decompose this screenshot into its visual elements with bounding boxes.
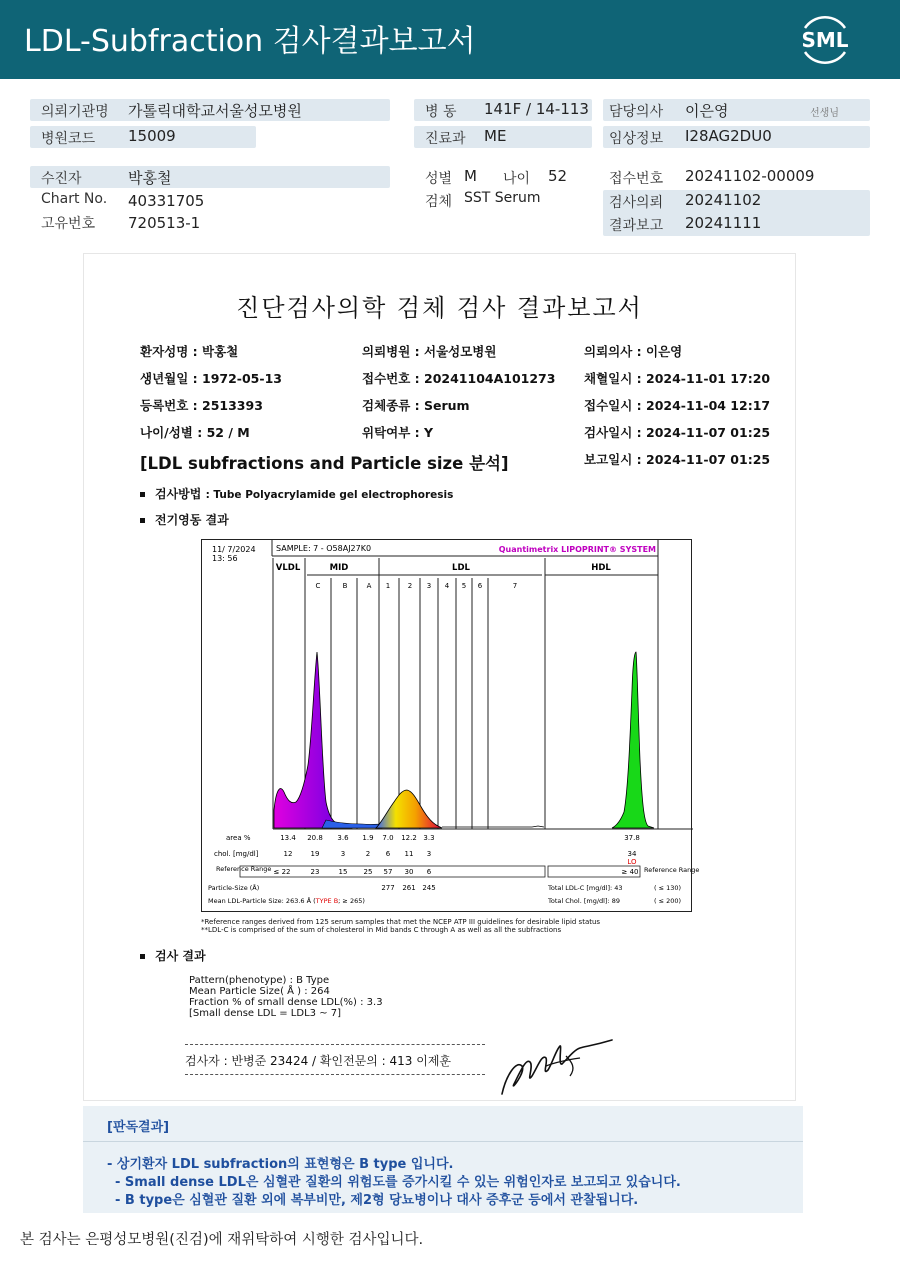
group-label-mid: MID — [329, 563, 349, 573]
chart-sample: SAMPLE: 7 - O58AJ27K0 — [276, 544, 372, 553]
report-field: 접수일시 : 2024-11-04 12:17 — [584, 398, 771, 413]
ldl-peak — [376, 790, 442, 828]
mid-ldl-peak — [322, 820, 382, 828]
ref-value: 6 — [426, 868, 432, 876]
specimen-label: 검체 — [425, 194, 453, 210]
ref-value: 25 — [363, 868, 373, 876]
chol-value: 3 — [340, 850, 346, 858]
mean-end: ; ≥ 265) — [338, 897, 365, 905]
chart-no-label: Chart No. — [41, 191, 108, 207]
page-title: LDL-Subfraction 검사결과보고서 — [24, 24, 476, 59]
receipt-value: 20241102-00009 — [685, 167, 815, 185]
report-field: 검사일시 : 2024-11-07 01:25 — [584, 425, 771, 440]
report-subtitle: [LDL subfractions and Particle size 분석] — [140, 454, 509, 473]
bullet-icon — [140, 954, 145, 959]
band-label: 2 — [407, 582, 413, 590]
band-label: 7 — [512, 582, 518, 590]
bullet-icon — [140, 492, 145, 497]
report-field: 채혈일시 : 2024-11-01 17:20 — [584, 371, 771, 386]
chol-value: 34 — [627, 850, 637, 858]
ref-values — [274, 868, 639, 876]
ref-value: 15 — [338, 868, 348, 876]
ref-value: 23 — [310, 868, 320, 876]
particle-value: 261 — [402, 884, 416, 892]
footnote-2: **LDL-C is comprised of the sum of cholesterol in Mid bands C through A as well as all the subfractions — [201, 926, 562, 934]
result-item: Fraction % of small dense LDL(%) : 3.3 — [189, 997, 383, 1008]
judgement-title: [판독결과] — [107, 1120, 170, 1135]
report-field: 검체종류 : Serum — [362, 398, 470, 413]
area-value: 12.2 — [401, 834, 417, 842]
report-field: 환자성명 : 박홍철 — [140, 344, 239, 359]
mean-type: TYPE B — [315, 897, 339, 905]
method-value: : Tube Polyacrylamide gel electrophoresis — [205, 489, 454, 501]
hospital-code-value: 15009 — [128, 127, 176, 145]
particle-label: Particle-Size (Å) — [208, 884, 260, 892]
band-label: A — [366, 582, 372, 590]
chart-no-value: 40331705 — [128, 192, 205, 210]
chol-values — [284, 850, 637, 858]
electro-line — [140, 511, 229, 528]
chart-brand: Quantimetrix LIPOPRINT® SYSTEM — [498, 545, 656, 554]
mean-particle — [208, 896, 365, 905]
report-field: 의뢰병원 : 서울성모병원 — [362, 344, 497, 359]
ref-value: ≥ 40 — [621, 868, 639, 876]
judgement-header — [83, 1106, 803, 1142]
doctor-label: 담당의사 — [609, 104, 664, 120]
request-label: 검사의뢰 — [609, 195, 664, 211]
result-line — [140, 947, 206, 964]
footer-note: 본 검사는 은평성모병원(진검)에 재위탁하여 시행한 검사입니다. — [20, 1232, 424, 1248]
judgement-line: - Small dense LDL은 심혈관 질환의 위험도를 증가시킬 수 있는 위험인자로 보고되고 있습니다. — [115, 1175, 681, 1190]
total-ldl-ref: ( ≤ 130) — [654, 884, 682, 892]
row-ref-label-text: Reference Range — [216, 865, 272, 873]
chart-footnotes — [201, 918, 600, 934]
row-chol-label: chol. [mg/dl] — [214, 850, 259, 858]
institution-label: 의뢰기관명 — [41, 104, 109, 120]
area-value: 3.6 — [337, 834, 349, 842]
area-value: 37.8 — [624, 834, 640, 842]
judgement-line: - 상기환자 LDL subfraction의 표현형은 B type 입니다. — [107, 1157, 454, 1172]
ward-label: 병 동 — [425, 104, 457, 120]
chol-value: 3 — [426, 850, 432, 858]
band-label: 4 — [444, 582, 450, 590]
band-label: 3 — [426, 582, 432, 590]
electrophoresis-svg — [202, 540, 700, 913]
report-field: 등록번호 : 2513393 — [140, 398, 263, 413]
band-label: 5 — [461, 582, 467, 590]
ref-right-label: Reference Range — [644, 866, 700, 874]
clinical-label: 임상정보 — [609, 131, 664, 147]
judgement-line: - B type은 심혈관 질환 외에 복부비만, 제2형 당뇨병이나 대사 증후군 등에서 관찰됩니다. — [115, 1193, 639, 1208]
doctor-value: 이은영 — [685, 102, 729, 120]
vldl-mid-peak — [274, 652, 352, 828]
electro-label: 전기영동 결과 — [155, 513, 229, 527]
unique-label: 고유번호 — [41, 216, 96, 232]
band-label: B — [342, 582, 348, 590]
area-value: 20.8 — [307, 834, 323, 842]
total-ldl: Total LDL-C [mg/dl]: 43 — [548, 884, 623, 892]
group-label-hdl: HDL — [591, 563, 611, 573]
signature-image — [496, 1036, 616, 1098]
institution-value: 가톨릭대학교서울성모병원 — [128, 102, 302, 120]
patient-label: 수진자 — [41, 171, 82, 187]
footnote-1: *Reference ranges derived from 125 serum samples that met the NCEP ATP III guidelines for desirable lipid status — [201, 918, 601, 926]
report-date-value: 20241111 — [685, 214, 762, 232]
result-label: 검사 결과 — [155, 949, 206, 963]
area-values — [280, 834, 640, 842]
group-label-ldl: LDL — [452, 563, 470, 573]
hospital-code-label: 병원코드 — [41, 131, 96, 147]
clinical-value: I28AG2DU0 — [685, 127, 772, 145]
chol-value: 2 — [365, 850, 371, 858]
chol-value: 6 — [385, 850, 391, 858]
ref-value: ≤ 22 — [273, 868, 291, 876]
age-value: 52 — [548, 167, 568, 185]
ref-value: 30 — [404, 868, 414, 876]
method-line — [140, 485, 453, 502]
report-field: 접수번호 : 20241104A101273 — [362, 371, 556, 386]
specimen-value: SST Serum — [464, 190, 541, 206]
particle-value: 245 — [422, 884, 436, 892]
ref-value: 57 — [383, 868, 393, 876]
chol-value: 19 — [310, 850, 320, 858]
area-value: 7.0 — [382, 834, 394, 842]
sml-logo — [797, 12, 853, 66]
result-list — [189, 975, 383, 1019]
band-label: 6 — [477, 582, 483, 590]
total-chol-ref: ( ≤ 200) — [654, 897, 682, 905]
result-item: [Small dense LDL = LDL3 ~ 7] — [189, 1008, 342, 1019]
logo-text: SML — [801, 28, 849, 52]
hdl-peak — [612, 652, 654, 828]
report-paper — [83, 253, 796, 1101]
chart-time: 13: 56 — [212, 554, 238, 563]
ldl-tail — [442, 826, 544, 827]
bullet-icon — [140, 518, 145, 523]
info-bar — [30, 166, 390, 188]
dashed-divider — [185, 1074, 485, 1075]
department-value: ME — [484, 127, 507, 145]
request-value: 20241102 — [685, 191, 762, 209]
doctor-suffix: 선생님 — [810, 108, 839, 119]
sex-label: 성별 — [425, 171, 453, 187]
result-item: Mean Particle Size( Å ) : 264 — [189, 986, 330, 997]
electrophoresis-chart — [201, 539, 700, 912]
mean-label: Mean LDL-Particle Size: 263.6 Å ( — [208, 897, 316, 905]
ward-value: 141F / 14-113 — [484, 100, 589, 118]
band-label: C — [315, 582, 321, 590]
chol-value: 12 — [283, 850, 293, 858]
report-field: 의뢰의사 : 이은영 — [584, 344, 683, 359]
particle-value: 277 — [381, 884, 395, 892]
particle-values — [381, 884, 435, 892]
judgement-box — [83, 1106, 803, 1213]
sex-value: M — [464, 167, 477, 185]
report-date-label: 결과보고 — [609, 218, 664, 234]
inspector-line: 검사자 : 반병준 23424 / 확인전문의 : 413 이제훈 — [185, 1054, 452, 1068]
report-title: 진단검사의학 검체 검사 결과보고서 — [236, 294, 643, 322]
chart-date: 11/ 7/2024 — [212, 545, 256, 554]
area-value: 13.4 — [280, 834, 296, 842]
receipt-label: 접수번호 — [609, 171, 664, 187]
total-chol: Total Chol. [mg/dl]: 89 — [548, 897, 620, 905]
report-field: 보고일시 : 2024-11-07 01:25 — [584, 452, 771, 467]
report-field: 나이/성별 : 52 / M — [140, 425, 250, 440]
lo-flag: LO — [627, 858, 637, 866]
age-label: 나이 — [503, 171, 531, 187]
method-label: 검사방법 — [155, 487, 202, 501]
page-header — [0, 0, 900, 79]
patient-value: 박홍철 — [128, 169, 172, 187]
row-area-label: area % — [226, 834, 251, 842]
report-field: 생년월일 : 1972-05-13 — [140, 371, 282, 386]
band-label: 1 — [385, 582, 391, 590]
group-label-vldl: VLDL — [275, 563, 301, 573]
result-item: Pattern(phenotype) : B Type — [189, 975, 330, 986]
department-label: 진료과 — [425, 131, 466, 147]
report-field: 위탁여부 : Y — [362, 425, 434, 440]
area-value: 1.9 — [362, 834, 374, 842]
unique-value: 720513-1 — [128, 214, 201, 232]
area-value: 3.3 — [423, 834, 435, 842]
chol-value: 11 — [404, 850, 414, 858]
dashed-divider — [185, 1044, 485, 1045]
